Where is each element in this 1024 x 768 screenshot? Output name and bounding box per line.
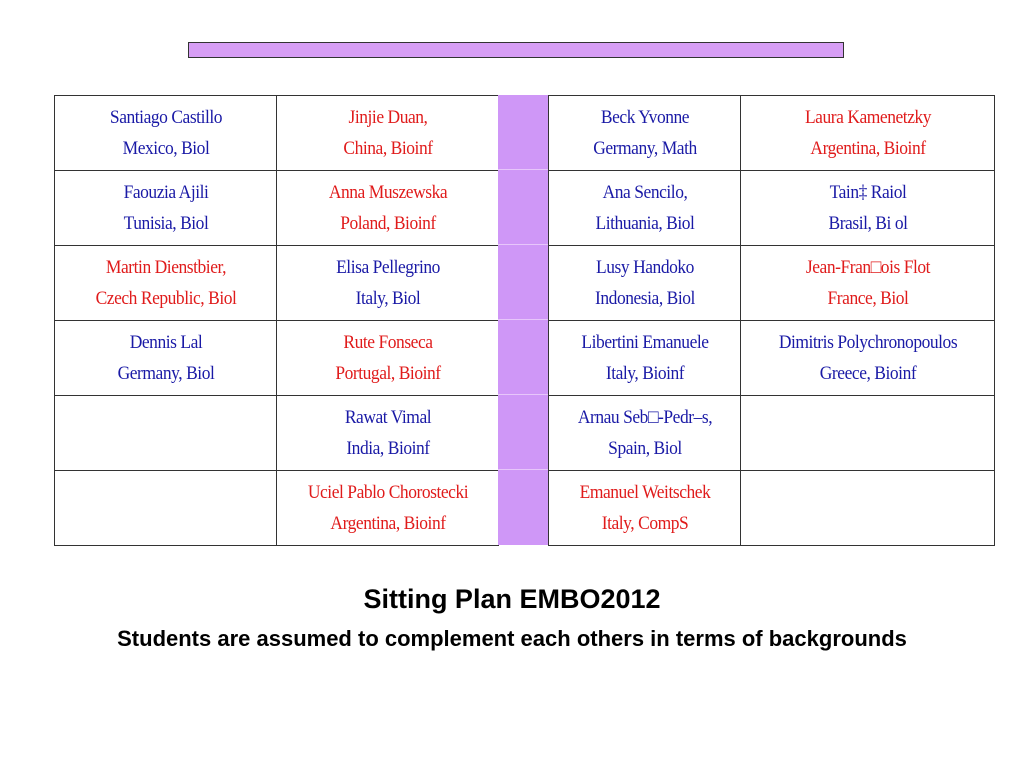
seat-row xyxy=(549,471,995,546)
seat-cell xyxy=(63,396,267,471)
student-name: Dimitris Polychronopoulos xyxy=(778,332,957,353)
student-country-field: Tunisia, Biol xyxy=(123,213,208,234)
student-name: Dennis Lal xyxy=(129,332,202,353)
aisle-separator xyxy=(498,469,548,470)
student-name: Rute Fonseca xyxy=(342,332,433,353)
student-country-field: Italy, CompS xyxy=(601,513,688,534)
seat-row xyxy=(549,321,995,396)
seat-cell xyxy=(285,171,489,246)
student-country-field: Germany, Biol xyxy=(117,363,214,384)
seat-cell xyxy=(751,396,985,471)
student-name: Anna Muszewska xyxy=(328,182,447,203)
student-country-field: Spain, Biol xyxy=(607,438,682,459)
student-name: Jinjie Duan, xyxy=(348,107,427,128)
student-name: Emanuel Weitschek xyxy=(579,482,710,503)
student-name: Jean-Fran□ois Flot xyxy=(805,257,930,278)
student-country-field: Argentina, Bioinf xyxy=(329,513,446,534)
seat-cell xyxy=(751,471,985,546)
aisle-separator xyxy=(498,319,548,320)
student-country-field: Argentina, Bioinf xyxy=(809,138,926,159)
student-country-field: India, Bioinf xyxy=(345,438,430,459)
seat-cell xyxy=(751,321,985,396)
caption-title: Sitting Plan EMBO2012 xyxy=(363,584,661,614)
seat-cell xyxy=(285,396,489,471)
right-seating-table xyxy=(548,95,995,546)
seat-row xyxy=(55,96,499,171)
student-country-field: Germany, Math xyxy=(592,138,697,159)
seat-cell xyxy=(556,246,733,321)
seat-cell xyxy=(751,96,985,171)
seat-cell xyxy=(556,96,733,171)
student-name: Elisa Pellegrino xyxy=(335,257,440,278)
seat-row xyxy=(549,246,995,321)
student-name: Rawat Vimal xyxy=(344,407,431,428)
student-country-field: Lithuania, Biol xyxy=(595,213,694,234)
seat-cell xyxy=(556,171,733,246)
seat-row xyxy=(549,171,995,246)
seat-cell xyxy=(751,171,985,246)
student-name: Martin Dienstbier, xyxy=(105,257,226,278)
seat-row xyxy=(55,471,499,546)
seat-row xyxy=(549,396,995,471)
student-name: Lusy Handoko xyxy=(595,257,694,278)
student-country-field: Portugal, Bioinf xyxy=(334,363,441,384)
left-seating-table xyxy=(54,95,499,546)
student-country-field: Indonesia, Biol xyxy=(594,288,695,309)
aisle xyxy=(498,95,548,545)
aisle-separator xyxy=(498,244,548,245)
student-name: Beck Yvonne xyxy=(600,107,689,128)
student-name: Faouzia Ajili xyxy=(123,182,208,203)
aisle-separator xyxy=(498,169,548,170)
student-country-field: Poland, Bioinf xyxy=(339,213,436,234)
seat-cell xyxy=(556,396,733,471)
student-name: Tain‡ Raiol xyxy=(829,182,906,203)
seat-row xyxy=(55,396,499,471)
student-name: Ana Sencilo, xyxy=(602,182,687,203)
top-bar xyxy=(188,42,844,58)
seat-cell xyxy=(285,246,489,321)
seat-cell xyxy=(63,171,267,246)
student-country-field: France, Biol xyxy=(827,288,908,309)
student-country-field: China, Bioinf xyxy=(342,138,433,159)
seat-cell xyxy=(63,246,267,321)
student-name: Arnau Seb□-Pedr–s, xyxy=(577,407,712,428)
student-name: Uciel Pablo Chorostecki xyxy=(307,482,468,503)
seat-cell xyxy=(751,246,985,321)
caption-subtitle: Students are assumed to complement each others in terms of backgrounds xyxy=(117,626,907,651)
seat-cell xyxy=(285,471,489,546)
student-country-field: Italy, Biol xyxy=(355,288,420,309)
seat-cell xyxy=(285,96,489,171)
seat-row xyxy=(549,96,995,171)
student-country-field: Mexico, Biol xyxy=(122,138,209,159)
student-country-field: Italy, Bioinf xyxy=(605,363,684,384)
seat-row xyxy=(55,321,499,396)
seat-row xyxy=(55,246,499,321)
student-name: Laura Kamenetzky xyxy=(804,107,931,128)
seat-cell xyxy=(63,96,267,171)
seat-row xyxy=(55,171,499,246)
seat-cell xyxy=(556,471,733,546)
student-name: Santiago Castillo xyxy=(109,107,222,128)
aisle-separator xyxy=(498,394,548,395)
seat-cell xyxy=(285,321,489,396)
student-country-field: Brasil, Bi ol xyxy=(827,213,908,234)
student-country-field: Czech Republic, Biol xyxy=(95,288,236,309)
student-name: Libertini Emanuele xyxy=(580,332,709,353)
seat-cell xyxy=(556,321,733,396)
seat-cell xyxy=(63,321,267,396)
student-country-field: Greece, Bioinf xyxy=(819,363,916,384)
seat-cell xyxy=(63,471,267,546)
